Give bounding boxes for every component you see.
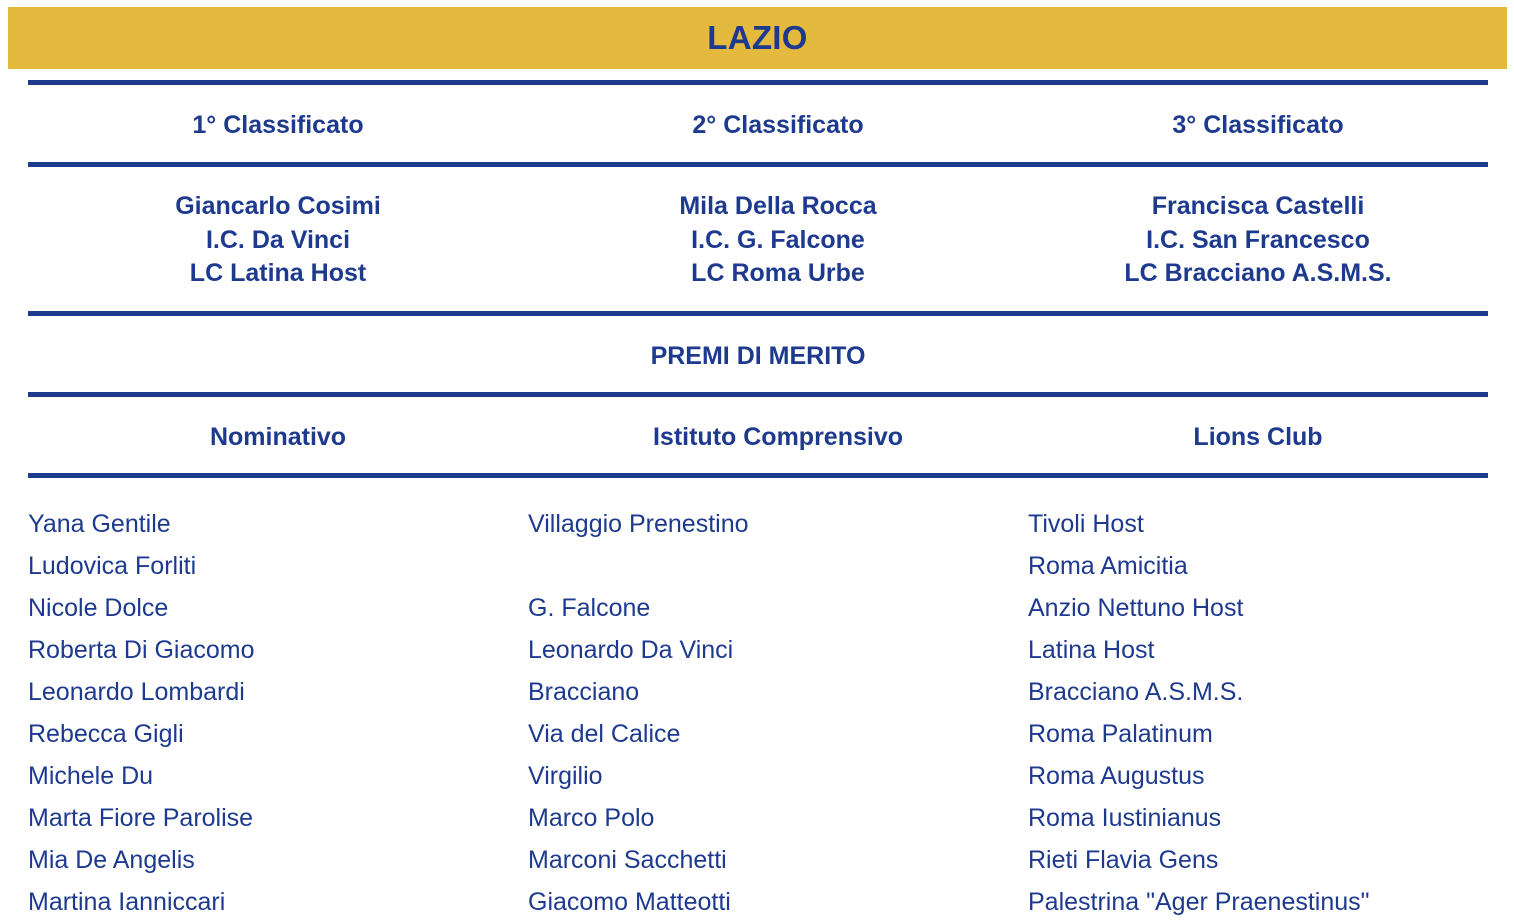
row-name: Yana Gentile (28, 510, 171, 538)
row-name: Nicole Dolce (28, 594, 169, 622)
divider (28, 311, 1488, 316)
winner-3-name: Francisca Castelli (1151, 192, 1365, 220)
table-row (28, 504, 1488, 546)
row-school: Via del Calice (528, 720, 681, 748)
row-school: Leonardo Da Vinci (528, 636, 734, 664)
winner-1-name: Giancarlo Cosimi (175, 192, 381, 220)
divider (28, 473, 1488, 478)
table-row (28, 840, 1488, 882)
table-row (28, 546, 1488, 588)
winner-2-school: I.C. G. Falcone (691, 225, 865, 254)
row-school (528, 546, 1028, 588)
winner-2 (528, 190, 1028, 291)
row-club: Roma Palatinum (1028, 720, 1213, 748)
divider (28, 392, 1488, 397)
row-club: Palestrina "Ager Praenestinus" (1028, 888, 1370, 916)
table-row (28, 672, 1488, 714)
column-header-name: Nominativo (209, 423, 347, 451)
merit-table (28, 504, 1488, 924)
row-name: Martina Ianniccari (28, 888, 226, 916)
table-row (28, 798, 1488, 840)
divider (28, 162, 1488, 167)
podium-winners (28, 190, 1488, 291)
row-club: Latina Host (1028, 636, 1155, 664)
table-row (28, 756, 1488, 798)
row-club: Anzio Nettuno Host (1028, 594, 1244, 622)
row-name: Michele Du (28, 762, 154, 790)
region-banner (8, 7, 1507, 69)
divider (28, 80, 1488, 85)
column-header-school: Istituto Comprensivo (652, 423, 903, 451)
row-school: Virgilio (528, 762, 603, 790)
row-school: Villaggio Prenestino (528, 510, 749, 538)
row-school: Marconi Sacchetti (528, 846, 727, 874)
row-name: Mia De Angelis (28, 846, 195, 874)
row-club: Rieti Flavia Gens (1028, 846, 1219, 874)
row-club: Tivoli Host (1028, 510, 1144, 538)
row-name: Ludovica Forliti (28, 552, 197, 580)
row-club: Bracciano A.S.M.S. (1028, 678, 1244, 706)
table-row (28, 714, 1488, 756)
row-school: Bracciano (528, 678, 640, 706)
place-1-header: 1° Classificato (192, 111, 364, 139)
row-name: Leonardo Lombardi (28, 678, 245, 706)
row-name: Roberta Di Giacomo (28, 636, 255, 664)
row-club: Roma Iustinianus (1028, 804, 1222, 832)
winner-1 (28, 190, 528, 291)
row-school: G. Falcone (528, 594, 651, 622)
place-2-header: 2° Classificato (692, 111, 864, 139)
table-row (28, 882, 1488, 924)
table-row (28, 630, 1488, 672)
row-school: Giacomo Matteotti (528, 888, 731, 916)
place-3-header: 3° Classificato (1172, 111, 1344, 139)
column-header-club: Lions Club (1193, 423, 1323, 451)
winner-2-name: Mila Della Rocca (679, 192, 877, 220)
winner-1-club: LC Latina Host (189, 259, 367, 287)
winner-3-club: LC Bracciano A.S.M.S. (1124, 259, 1392, 287)
region-title: LAZIO (707, 19, 808, 56)
merit-table-header (28, 422, 1488, 452)
merit-title: PREMI DI MERITO (650, 342, 866, 370)
winner-3-school: I.C. San Francesco (1146, 225, 1370, 254)
winner-1-school: I.C. Da Vinci (205, 225, 351, 254)
row-name: Marta Fiore Parolise (28, 804, 254, 832)
table-row (28, 588, 1488, 630)
row-club: Roma Augustus (1028, 762, 1205, 790)
row-school: Marco Polo (528, 804, 655, 832)
podium-headers (28, 110, 1488, 140)
row-club: Roma Amicitia (1028, 552, 1188, 580)
winner-3 (1028, 190, 1488, 291)
winner-2-club: LC Roma Urbe (691, 259, 865, 287)
row-name: Rebecca Gigli (28, 720, 184, 748)
